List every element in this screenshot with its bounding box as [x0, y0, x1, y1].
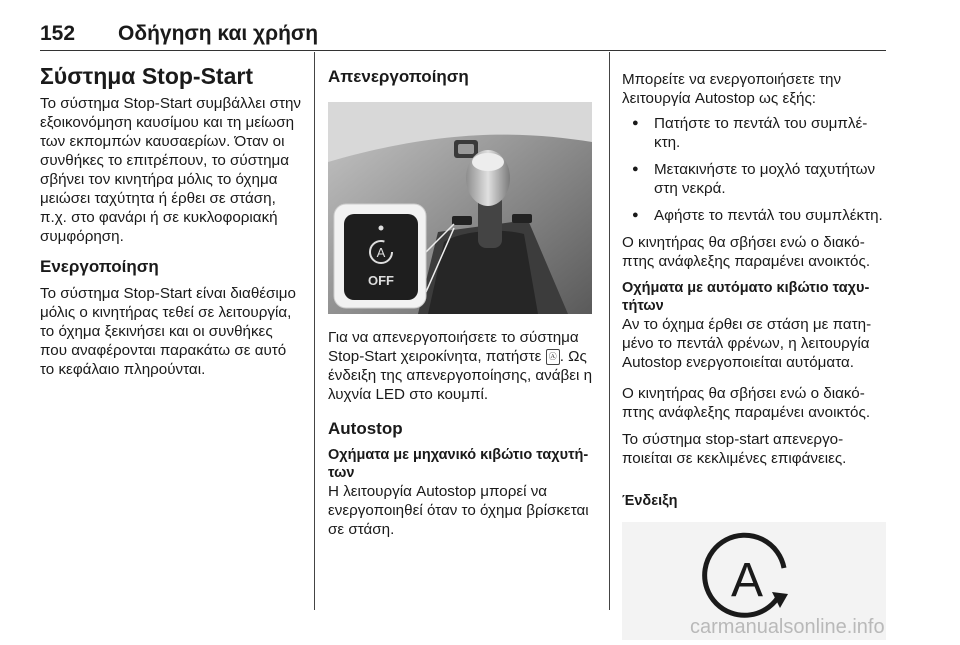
- activation-paragraph: Το σύστημα Stop-Start είναι διαθέσιμο μόλις ο κινητήρας τεθεί σε λειτουργία, το όχημα ξεκινήσει και οι συνθήκες που αναφέρονται παρακάτω σε αυτό το κεφάλαιο πληρούνται.: [40, 285, 296, 378]
- manual-gearbox-heading: Οχήματα με μηχανικό κιβώτιο ταχυτήτων: [328, 447, 589, 481]
- autostop-heading: Autostop: [328, 419, 403, 438]
- automatic-gearbox-paragraph: Αν το όχημα έρθει σε στάση με πατημένο το πεντάλ φρένων, η λειτουργία Autostop ενεργοποιείται αυτόματα.: [622, 316, 872, 371]
- gear-shift-photo: [328, 102, 592, 314]
- engine-off-paragraph: Ο κινητήρας θα σβήσει ενώ ο διακόπτης ανάφλεξης παραμένει ανοικτός.: [622, 234, 871, 270]
- automatic-gearbox-heading: Οχήματα με αυτόματο κιβώτιο ταχυτήτων: [622, 280, 870, 314]
- page-number: 152: [40, 22, 76, 45]
- stop-start-button-icon: Ⓐ: [546, 349, 560, 365]
- indicator-heading: Ένδειξη: [622, 493, 678, 509]
- column-1: [40, 56, 302, 379]
- autostop-steps: [622, 114, 888, 225]
- svg-text:A: A: [376, 245, 386, 260]
- section-title: Σύστημα Stop-Start: [40, 63, 253, 89]
- column-divider: [314, 52, 315, 610]
- manual-gearbox-paragraph: Η λειτουργία Autostop μπορεί να ενεργοποιηθεί όταν το όχημα βρίσκεται σε στάση.: [328, 483, 589, 538]
- off-button-label: OFF: [368, 273, 394, 288]
- autostop-intro: Μπορείτε να ενεργοποιήσετε την λειτουργία Autostop ως εξής:: [622, 71, 842, 107]
- page-header: [40, 22, 886, 51]
- incline-paragraph: Το σύστημα stop-start απενεργοποιείται σε κεκλιμένες επιφάνειες.: [622, 431, 847, 467]
- deactivation-paragraph: Για να απενεργοποιήσετε το σύστημα Stop-Start χειροκίνητα, πατήστε Ⓐ . Ως ένδειξη της απενεργοποίησης, ανάβει η λυχνία LED στο κουμπί.: [328, 329, 593, 403]
- activation-heading: Ενεργοποίηση: [40, 257, 159, 276]
- column-3: [622, 56, 888, 640]
- intro-paragraph: Το σύστημα Stop-Start συμβάλλει στην εξοικονόμηση καυσίμου και τη μείωση των εκπομπών καυσαερίων. Όταν οι συνθήκες το επιτρέπουν, το σύστημα σβήνει τον κινητήρα μόλις το όχημα μειώσει ταχύτητα ή έρθει σε στάση, π.χ. στο φανάρι ή σε κυκλοφοριακή συμφόρηση.: [40, 95, 302, 245]
- chapter-title: Οδήγηση και χρήση: [118, 22, 319, 45]
- watermark: carmanualsonline.info: [690, 616, 885, 638]
- list-item: ● Μετακινήστε το μοχλό ταχυτήτων στη νεκρά.: [622, 160, 888, 198]
- column-divider: [609, 52, 610, 610]
- deactivation-heading: Απενεργοποίηση: [328, 67, 469, 86]
- column-2: [328, 56, 594, 539]
- list-item: ● Πατήστε το πεντάλ του συμπλέκτη.: [622, 114, 888, 152]
- engine-off-paragraph-2: Ο κινητήρας θα σβήσει ενώ ο διακόπτης ανάφλεξης παραμένει ανοικτός.: [622, 385, 871, 421]
- list-item: ● Αφήστε το πεντάλ του συμπλέκτη.: [622, 206, 888, 225]
- indicator-letter: A: [730, 554, 764, 607]
